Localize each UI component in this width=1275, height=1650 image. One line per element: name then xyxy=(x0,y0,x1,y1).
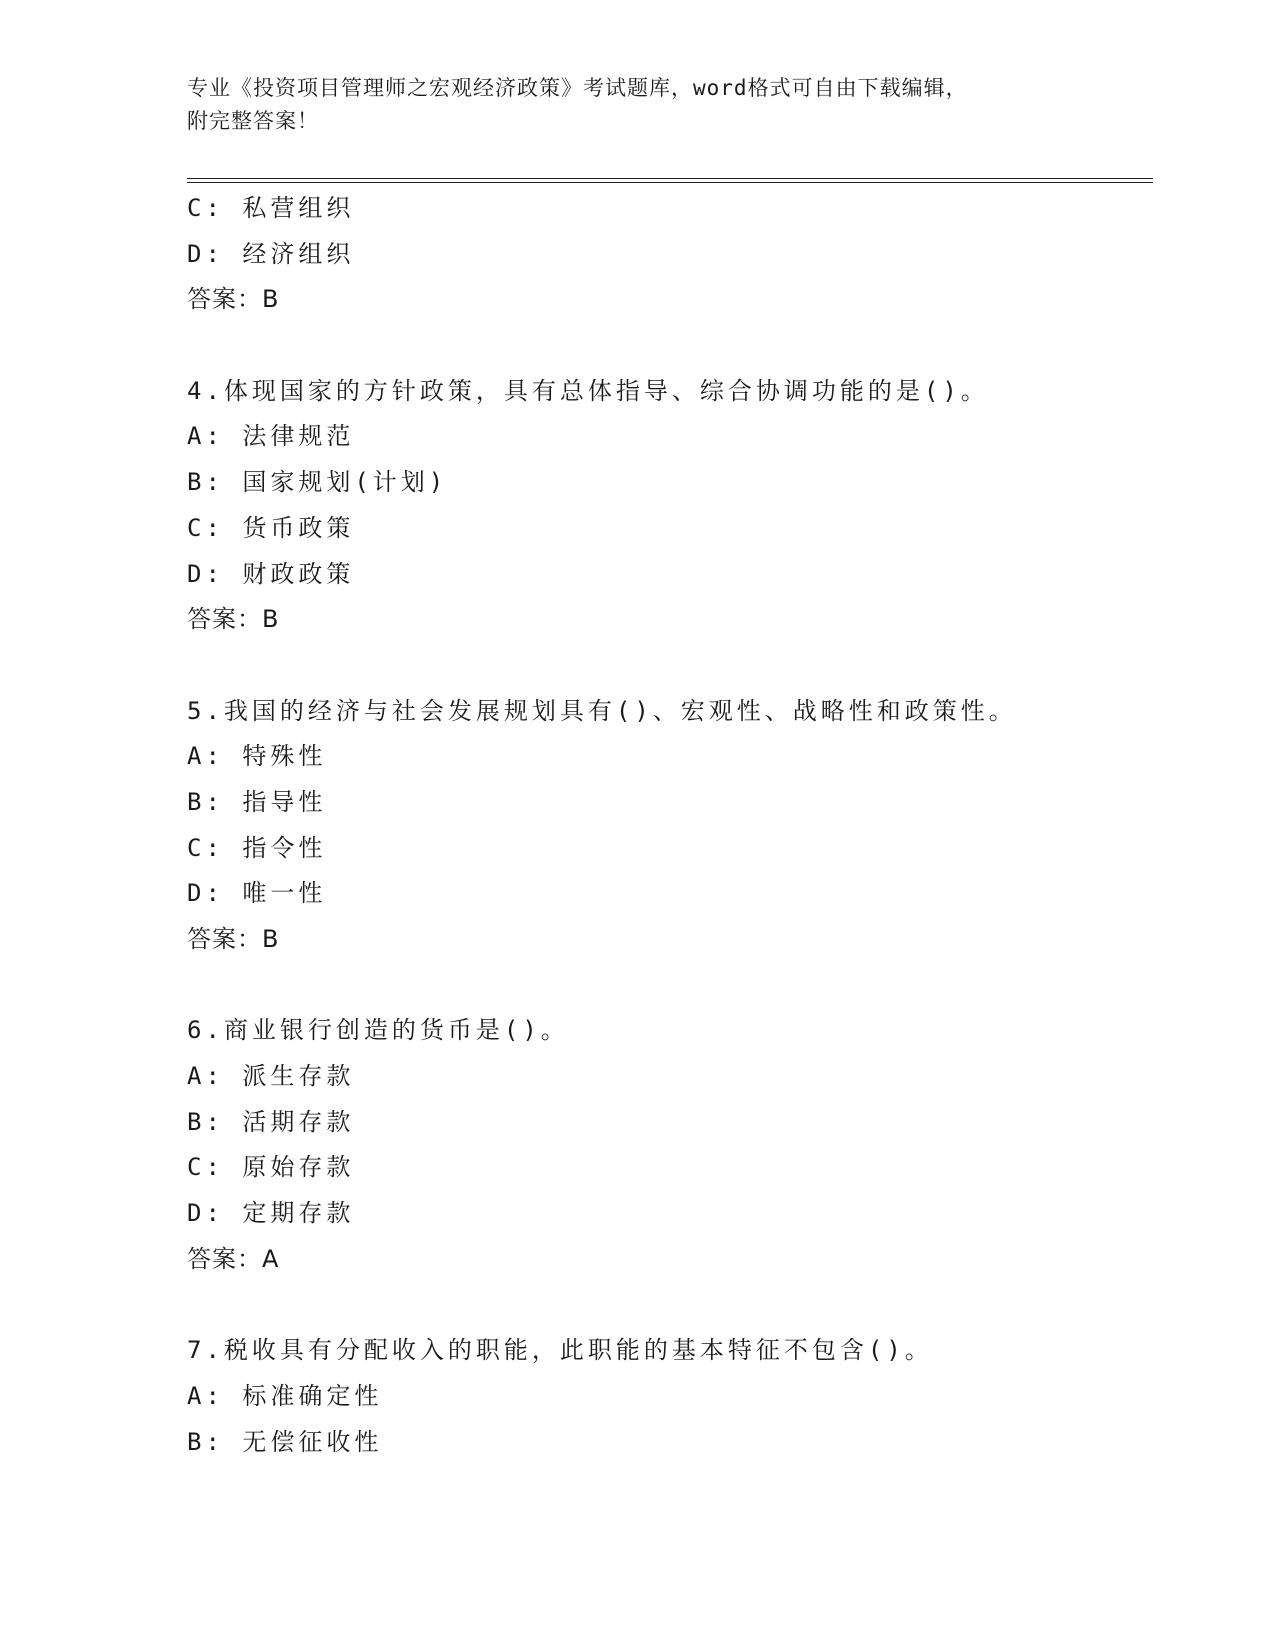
question-stem: 4.体现国家的方针政策，具有总体指导、综合协调功能的是()。 xyxy=(187,376,989,405)
option-a: A: 标准确定性 xyxy=(187,1381,383,1410)
option-c: C: 指令性 xyxy=(187,833,327,862)
option-d: D: 经济组织 xyxy=(187,239,355,268)
option-c: C: 货币政策 xyxy=(187,513,355,542)
header-line-1: 专业《投资项目管理师之宏观经济政策》考试题库，word格式可自由下载编辑， xyxy=(187,76,968,100)
answer: 答案：B xyxy=(187,285,280,314)
spacer xyxy=(187,1283,1153,1329)
option-b: B: 活期存款 xyxy=(187,1107,355,1136)
option-d: D: 唯一性 xyxy=(187,879,327,908)
question-stem: 6.商业银行创造的货币是()。 xyxy=(187,1016,569,1045)
option-b: B: 国家规划(计划) xyxy=(187,468,448,497)
option-a: A: 派生存款 xyxy=(187,1062,355,1091)
spacer xyxy=(187,963,1153,1009)
option-b: B: 无偿征收性 xyxy=(187,1427,383,1456)
option-d: D: 定期存款 xyxy=(187,1199,355,1228)
question-stem: 7.税收具有分配收入的职能，此职能的基本特征不包含()。 xyxy=(187,1336,933,1365)
header-line-2: 附完整答案！ xyxy=(187,109,319,133)
question-list xyxy=(187,186,1153,1465)
spacer xyxy=(187,643,1153,689)
spacer xyxy=(187,323,1153,369)
option-c: C: 原始存款 xyxy=(187,1153,355,1182)
question-stem: 5.我国的经济与社会发展规划具有()、宏观性、战略性和政策性。 xyxy=(187,696,1017,725)
option-a: A: 法律规范 xyxy=(187,422,355,451)
document-header xyxy=(187,72,1087,138)
header-divider-top xyxy=(187,178,1153,179)
option-c: C: 私营组织 xyxy=(187,194,355,222)
option-a: A: 特殊性 xyxy=(187,742,327,771)
answer: 答案：B xyxy=(187,605,280,634)
header-divider-bottom xyxy=(187,182,1153,183)
answer: 答案：B xyxy=(187,925,280,953)
option-d: D: 财政政策 xyxy=(187,559,355,588)
answer: 答案：A xyxy=(187,1244,280,1273)
option-b: B: 指导性 xyxy=(187,787,327,816)
